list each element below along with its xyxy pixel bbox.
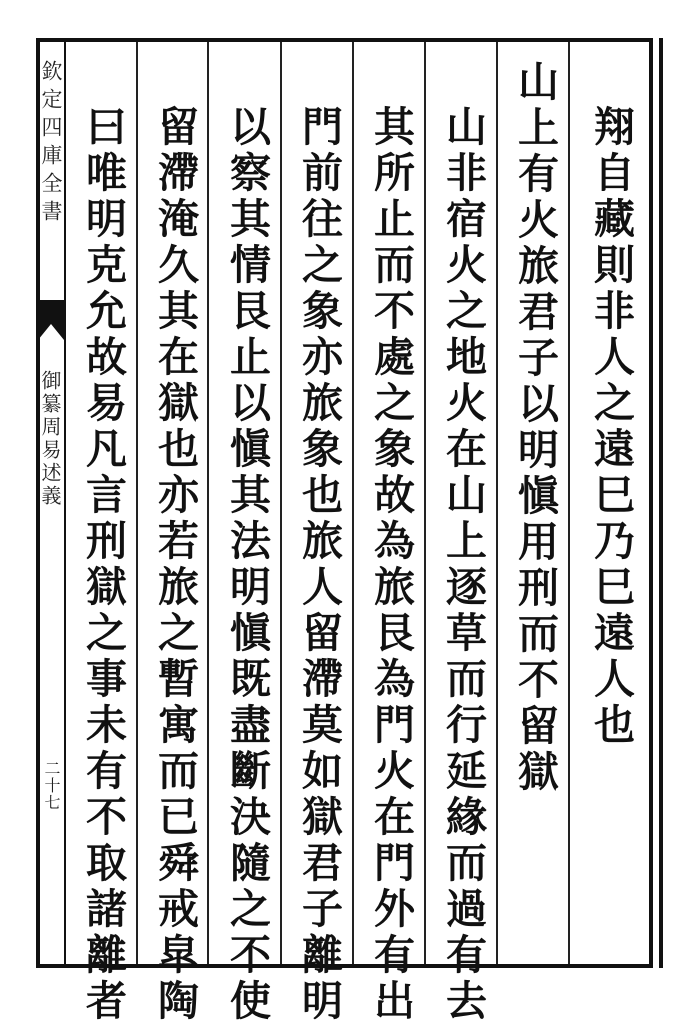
column-rule xyxy=(568,42,570,964)
text-column-4: 其所止而不處之象故為旅艮為門火在門外有出 xyxy=(367,105,415,1025)
column-rule xyxy=(207,42,209,964)
column-rule xyxy=(496,42,498,964)
text-column-6: 以察其情艮止以愼其法明愼既盡斷決隨之不使 xyxy=(223,105,271,1025)
text-column-2: 山上有火旅君子以明愼用刑而不留獄 xyxy=(511,60,559,796)
text-column-5: 門前往之象亦旅象也旅人留滯莫如獄君子離明 xyxy=(295,105,343,1025)
column-rule xyxy=(424,42,426,964)
column-rule xyxy=(352,42,354,964)
page-border-outer-line xyxy=(659,38,663,968)
collection-title: 欽定四庫全書 xyxy=(39,60,63,228)
book-title: 御纂周易述義 xyxy=(38,370,62,508)
page-border xyxy=(36,38,653,968)
page-number: 二十七 xyxy=(42,760,61,811)
text-column-8: 曰唯明克允故易凡言刑獄之事未有不取諸離者 xyxy=(79,105,127,1025)
text-column-3: 山非宿火之地火在山上逐草而行延緣而過有去 xyxy=(439,105,487,1025)
column-rule xyxy=(136,42,138,964)
column-rule xyxy=(280,42,282,964)
text-column-7: 留滯淹久其在獄也亦若旅之暫寓而已舜戒皐陶 xyxy=(151,105,199,1025)
text-column-1: 翔自藏則非人之遠巳乃巳遠人也 xyxy=(587,105,635,749)
